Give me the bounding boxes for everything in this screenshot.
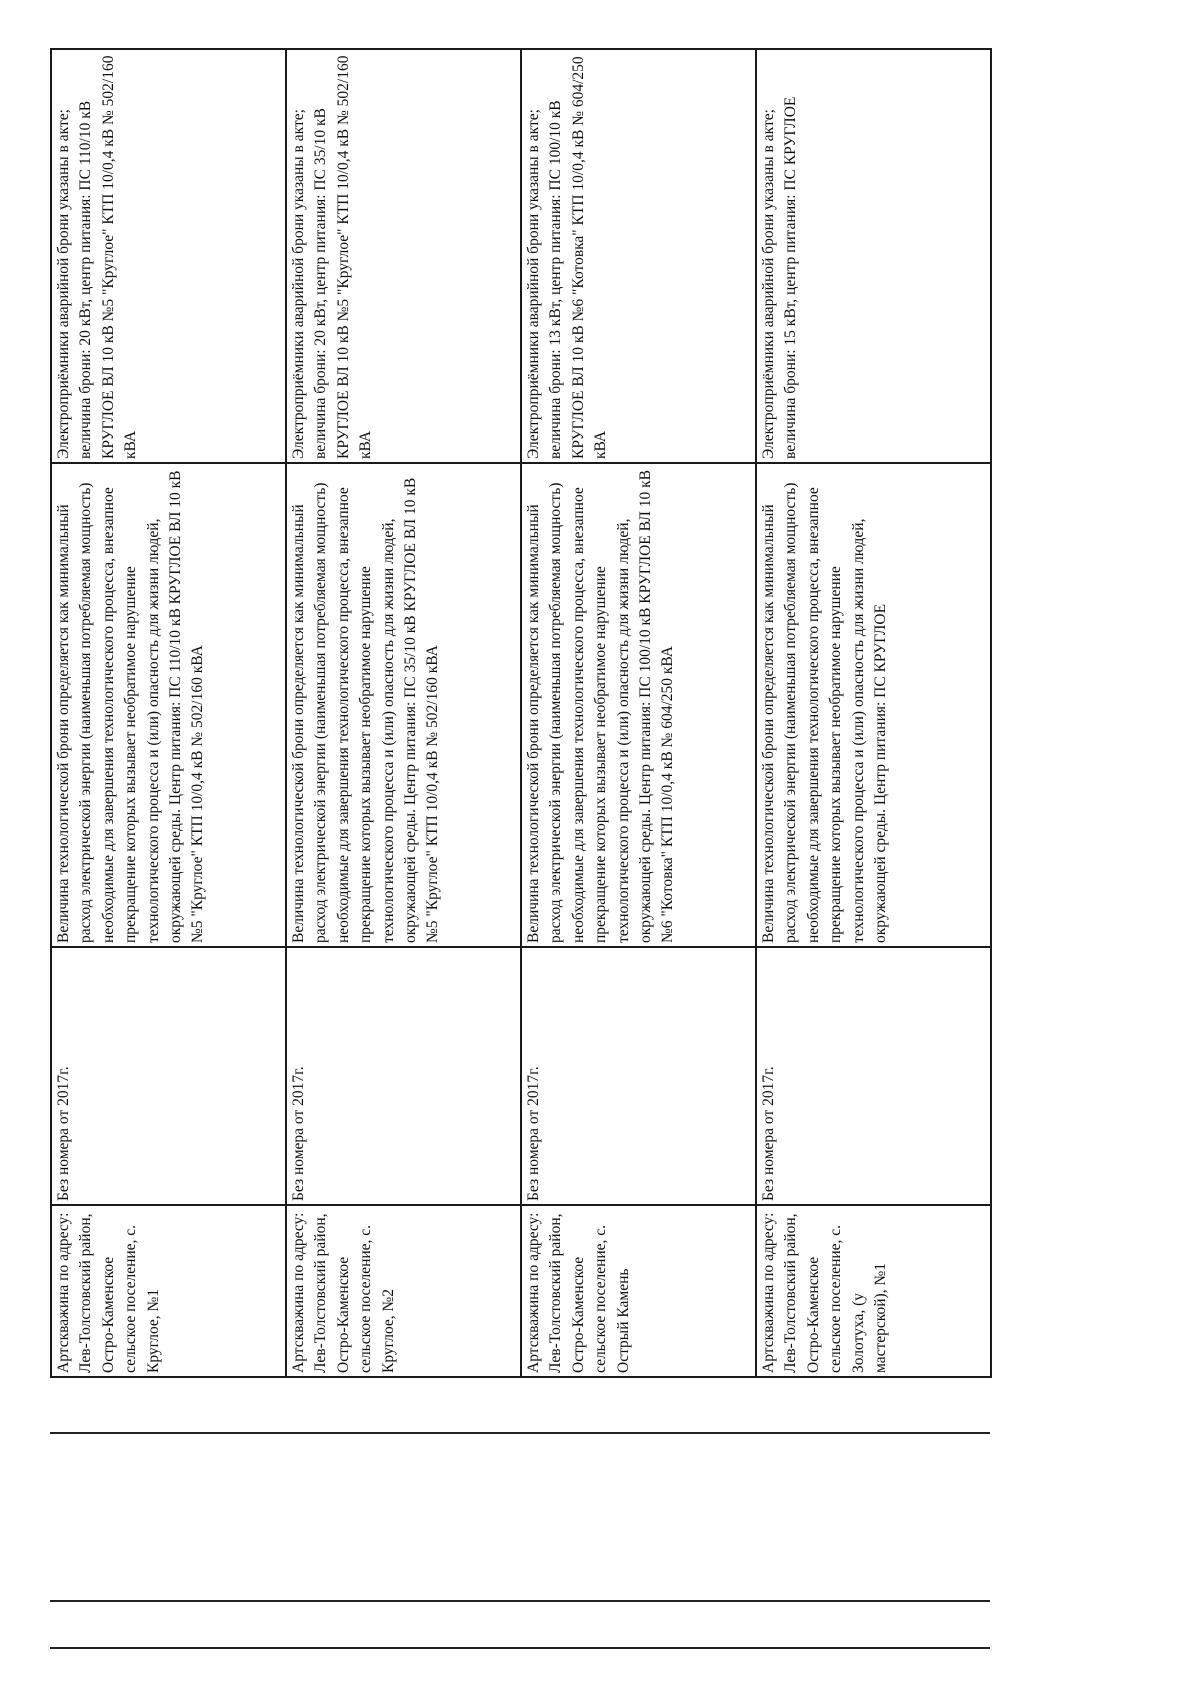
tech-reserve-cell: Величина технологической брони определяется как минимальный расход электрической энергии (наименьшая потребляемая мощность) необходимые для завершения технологического процесса, внезапное прекращение которых вызывает необратимое нарушение технологического процесса и (или) опасность для жизни людей, окружающей среды. Центр питания: ПС 110/10 кВ КРУГЛОЕ ВЛ 10 кВ №5 "Круглое" КТП 10/0,4 кВ № 502/160 кВА — [51, 463, 286, 947]
table-row — [521, 49, 756, 1377]
tech-reserve-cell: Величина технологической брони определяется как минимальный расход электрической энергии (наименьшая потребляемая мощность) необходимые для завершения технологического процесса, внезапное прекращение которых вызывает необратимое нарушение технологического процесса и (или) опасность для жизни людей, окружающей среды. Центр питания: ПС 35/10 кВ КРУГЛОЕ ВЛ 10 кВ №5 "Круглое" КТП 10/0,4 кВ № 502/160 кВА — [286, 463, 521, 947]
signature-line — [50, 1432, 990, 1434]
act-cell: Без номера от 2017г. — [756, 947, 991, 1205]
table-row — [286, 49, 521, 1377]
table-row — [756, 49, 991, 1377]
emergency-reserve-cell: Электроприёмники аварийной брони указаны в акте; величина брони: 20 кВт, центр питания: ПС 35/10 кВ КРУГЛОЕ ВЛ 10 кВ №5 "Круглое" КТП 10/0,4 кВ № 502/160 кВА — [286, 49, 521, 463]
reserve-table — [50, 48, 992, 1378]
emergency-reserve-cell: Электроприёмники аварийной брони указаны в акте; величина брони: 15 кВт, центр питания: ПС КРУГЛОЕ — [756, 49, 991, 463]
act-cell: Без номера от 2017г. — [286, 947, 521, 1205]
signature-line — [50, 1647, 990, 1649]
object-cell: Артскважина по адресу: Лев-Толстовский район, Остро-Каменское сельское поселение, с. Круглое, №1 — [51, 1205, 286, 1377]
signature-line — [50, 1600, 990, 1602]
object-cell: Артскважина по адресу: Лев-Толстовский район, Остро-Каменское сельское поселение, с. Золотуха, (у мастерской), №1 — [756, 1205, 991, 1377]
object-cell: Артскважина по адресу: Лев-Толстовский район, Остро-Каменское сельское поселение, с. Круглое, №2 — [286, 1205, 521, 1377]
table-row — [51, 49, 286, 1377]
act-cell: Без номера от 2017г. — [51, 947, 286, 1205]
act-cell: Без номера от 2017г. — [521, 947, 756, 1205]
rotated-page-content — [50, 50, 990, 1378]
emergency-reserve-cell: Электроприёмники аварийной брони указаны в акте; величина брони: 13 кВт, центр питания: ПС 100/10 кВ КРУГЛОЕ ВЛ 10 кВ №6 "Котовка" КТП 10/0,4 кВ № 604/250 кВА — [521, 49, 756, 463]
tech-reserve-cell: Величина технологической брони определяется как минимальный расход электрической энергии (наименьшая потребляемая мощность) необходимые для завершения технологического процесса, внезапное прекращение которых вызывает необратимое нарушение технологического процесса и (или) опасность для жизни людей, окружающей среды. Центр питания: ПС 100/10 кВ КРУГЛОЕ ВЛ 10 кВ №6 "Котовка" КТП 10/0,4 кВ № 604/250 кВА — [521, 463, 756, 947]
emergency-reserve-cell: Электроприёмники аварийной брони указаны в акте; величина брони: 20 кВт, центр питания: ПС 110/10 кВ КРУГЛОЕ ВЛ 10 кВ №5 "Круглое" КТП 10/0,4 кВ № 502/160 кВА — [51, 49, 286, 463]
object-cell: Артскважина по адресу: Лев-Толстовский район, Остро-Каменское сельское поселение, с. Острый Камень — [521, 1205, 756, 1377]
tech-reserve-cell: Величина технологической брони определяется как минимальный расход электрической энергии (наименьшая потребляемая мощность) необходимые для завершения технологического процесса, внезапное прекращение которых вызывает необратимое нарушение технологического процесса и (или) опасность для жизни людей, окружающей среды. Центр питания: ПС КРУГЛОЕ — [756, 463, 991, 947]
